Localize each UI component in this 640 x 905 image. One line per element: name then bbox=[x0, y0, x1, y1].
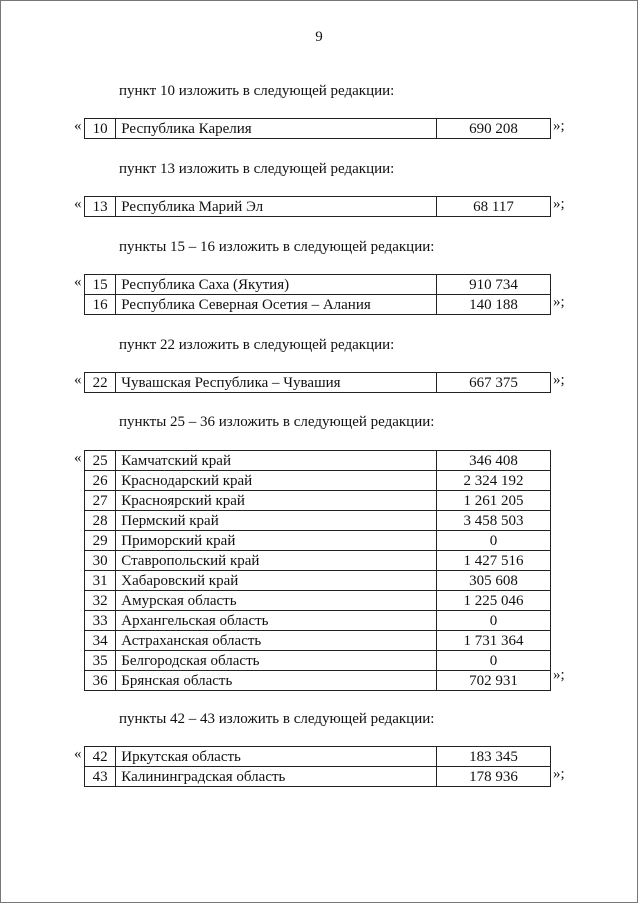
region-name-cell: Республика Саха (Якутия) bbox=[116, 275, 437, 295]
table-row bbox=[85, 491, 551, 511]
region-name-cell: Камчатский край bbox=[116, 451, 437, 471]
row-number-cell: 29 bbox=[85, 531, 116, 551]
row-number-cell: 22 bbox=[85, 373, 116, 393]
amount-cell: 346 408 bbox=[437, 451, 551, 471]
region-name-cell: Красноярский край bbox=[116, 491, 437, 511]
amount-cell: 1 225 046 bbox=[437, 591, 551, 611]
table-row bbox=[85, 767, 551, 787]
row-number-cell: 15 bbox=[85, 275, 116, 295]
row-number-cell: 13 bbox=[85, 197, 116, 217]
regions-table bbox=[84, 450, 551, 691]
row-number-cell: 33 bbox=[85, 611, 116, 631]
row-number-cell: 16 bbox=[85, 295, 116, 315]
amount-cell: 183 345 bbox=[437, 747, 551, 767]
row-number-cell: 43 bbox=[85, 767, 116, 787]
region-name-cell: Чувашская Республика – Чувашия bbox=[116, 373, 437, 393]
region-name-cell: Брянская область bbox=[116, 671, 437, 691]
table-row bbox=[85, 295, 551, 315]
row-number-cell: 28 bbox=[85, 511, 116, 531]
closing-quote: »; bbox=[553, 765, 565, 782]
table-row bbox=[85, 671, 551, 691]
table-row bbox=[85, 119, 551, 139]
regions-table bbox=[84, 196, 551, 217]
closing-quote: »; bbox=[553, 118, 565, 134]
regions-table bbox=[84, 118, 551, 139]
table-row bbox=[85, 471, 551, 491]
regions-table bbox=[84, 274, 551, 315]
amount-cell: 2 324 192 bbox=[437, 471, 551, 491]
table-row bbox=[85, 651, 551, 671]
region-name-cell: Пермский край bbox=[116, 511, 437, 531]
table-row bbox=[85, 631, 551, 651]
table-row bbox=[85, 197, 551, 217]
region-name-cell: Астраханская область bbox=[116, 631, 437, 651]
instruction-text: пункты 42 – 43 изложить в следующей редакции: bbox=[119, 711, 435, 727]
region-name-cell: Иркутская область bbox=[116, 747, 437, 767]
regions-table bbox=[84, 746, 551, 787]
amount-cell: 178 936 bbox=[437, 767, 551, 787]
row-number-cell: 27 bbox=[85, 491, 116, 511]
table-row bbox=[85, 275, 551, 295]
opening-quote: « bbox=[74, 450, 82, 466]
instruction-text: пункты 15 – 16 изложить в следующей редакции: bbox=[119, 239, 435, 255]
opening-quote: « bbox=[74, 746, 82, 762]
table-row bbox=[85, 591, 551, 611]
amount-cell: 702 931 bbox=[437, 671, 551, 691]
closing-quote: »; bbox=[553, 293, 565, 310]
amount-cell: 910 734 bbox=[437, 275, 551, 295]
closing-quote: »; bbox=[553, 666, 565, 683]
amount-cell: 1 731 364 bbox=[437, 631, 551, 651]
instruction-text: пункт 13 изложить в следующей редакции: bbox=[119, 161, 395, 177]
row-number-cell: 26 bbox=[85, 471, 116, 491]
row-number-cell: 35 bbox=[85, 651, 116, 671]
table-row bbox=[85, 373, 551, 393]
region-name-cell: Хабаровский край bbox=[116, 571, 437, 591]
amount-cell: 140 188 bbox=[437, 295, 551, 315]
row-number-cell: 32 bbox=[85, 591, 116, 611]
row-number-cell: 42 bbox=[85, 747, 116, 767]
amount-cell: 68 117 bbox=[437, 197, 551, 217]
amount-cell: 1 261 205 bbox=[437, 491, 551, 511]
region-name-cell: Ставропольский край bbox=[116, 551, 437, 571]
amount-cell: 667 375 bbox=[437, 373, 551, 393]
region-name-cell: Калининградская область bbox=[116, 767, 437, 787]
row-number-cell: 10 bbox=[85, 119, 116, 139]
row-number-cell: 34 bbox=[85, 631, 116, 651]
row-number-cell: 31 bbox=[85, 571, 116, 591]
closing-quote: »; bbox=[553, 196, 565, 212]
amount-cell: 0 bbox=[437, 531, 551, 551]
amount-cell: 1 427 516 bbox=[437, 551, 551, 571]
table-row bbox=[85, 531, 551, 551]
region-name-cell: Белгородская область bbox=[116, 651, 437, 671]
table-row bbox=[85, 511, 551, 531]
row-number-cell: 36 bbox=[85, 671, 116, 691]
row-number-cell: 30 bbox=[85, 551, 116, 571]
amount-cell: 690 208 bbox=[437, 119, 551, 139]
table-row bbox=[85, 611, 551, 631]
opening-quote: « bbox=[74, 196, 82, 212]
opening-quote: « bbox=[74, 274, 82, 290]
instruction-text: пункт 10 изложить в следующей редакции: bbox=[119, 83, 395, 99]
table-row bbox=[85, 451, 551, 471]
amount-cell: 3 458 503 bbox=[437, 511, 551, 531]
amount-cell: 0 bbox=[437, 611, 551, 631]
region-name-cell: Амурская область bbox=[116, 591, 437, 611]
region-name-cell: Краснодарский край bbox=[116, 471, 437, 491]
region-name-cell: Республика Северная Осетия – Алания bbox=[116, 295, 437, 315]
page-number: 9 bbox=[315, 29, 323, 45]
amount-cell: 305 608 bbox=[437, 571, 551, 591]
instruction-text: пункт 22 изложить в следующей редакции: bbox=[119, 337, 395, 353]
table-row bbox=[85, 747, 551, 767]
row-number-cell: 25 bbox=[85, 451, 116, 471]
region-name-cell: Архангельская область bbox=[116, 611, 437, 631]
regions-table bbox=[84, 372, 551, 393]
amount-cell: 0 bbox=[437, 651, 551, 671]
region-name-cell: Приморский край bbox=[116, 531, 437, 551]
table-row bbox=[85, 551, 551, 571]
opening-quote: « bbox=[74, 372, 82, 388]
region-name-cell: Республика Марий Эл bbox=[116, 197, 437, 217]
instruction-text: пункты 25 – 36 изложить в следующей редакции: bbox=[119, 414, 435, 430]
table-row bbox=[85, 571, 551, 591]
closing-quote: »; bbox=[553, 372, 565, 388]
opening-quote: « bbox=[74, 118, 82, 134]
region-name-cell: Республика Карелия bbox=[116, 119, 437, 139]
